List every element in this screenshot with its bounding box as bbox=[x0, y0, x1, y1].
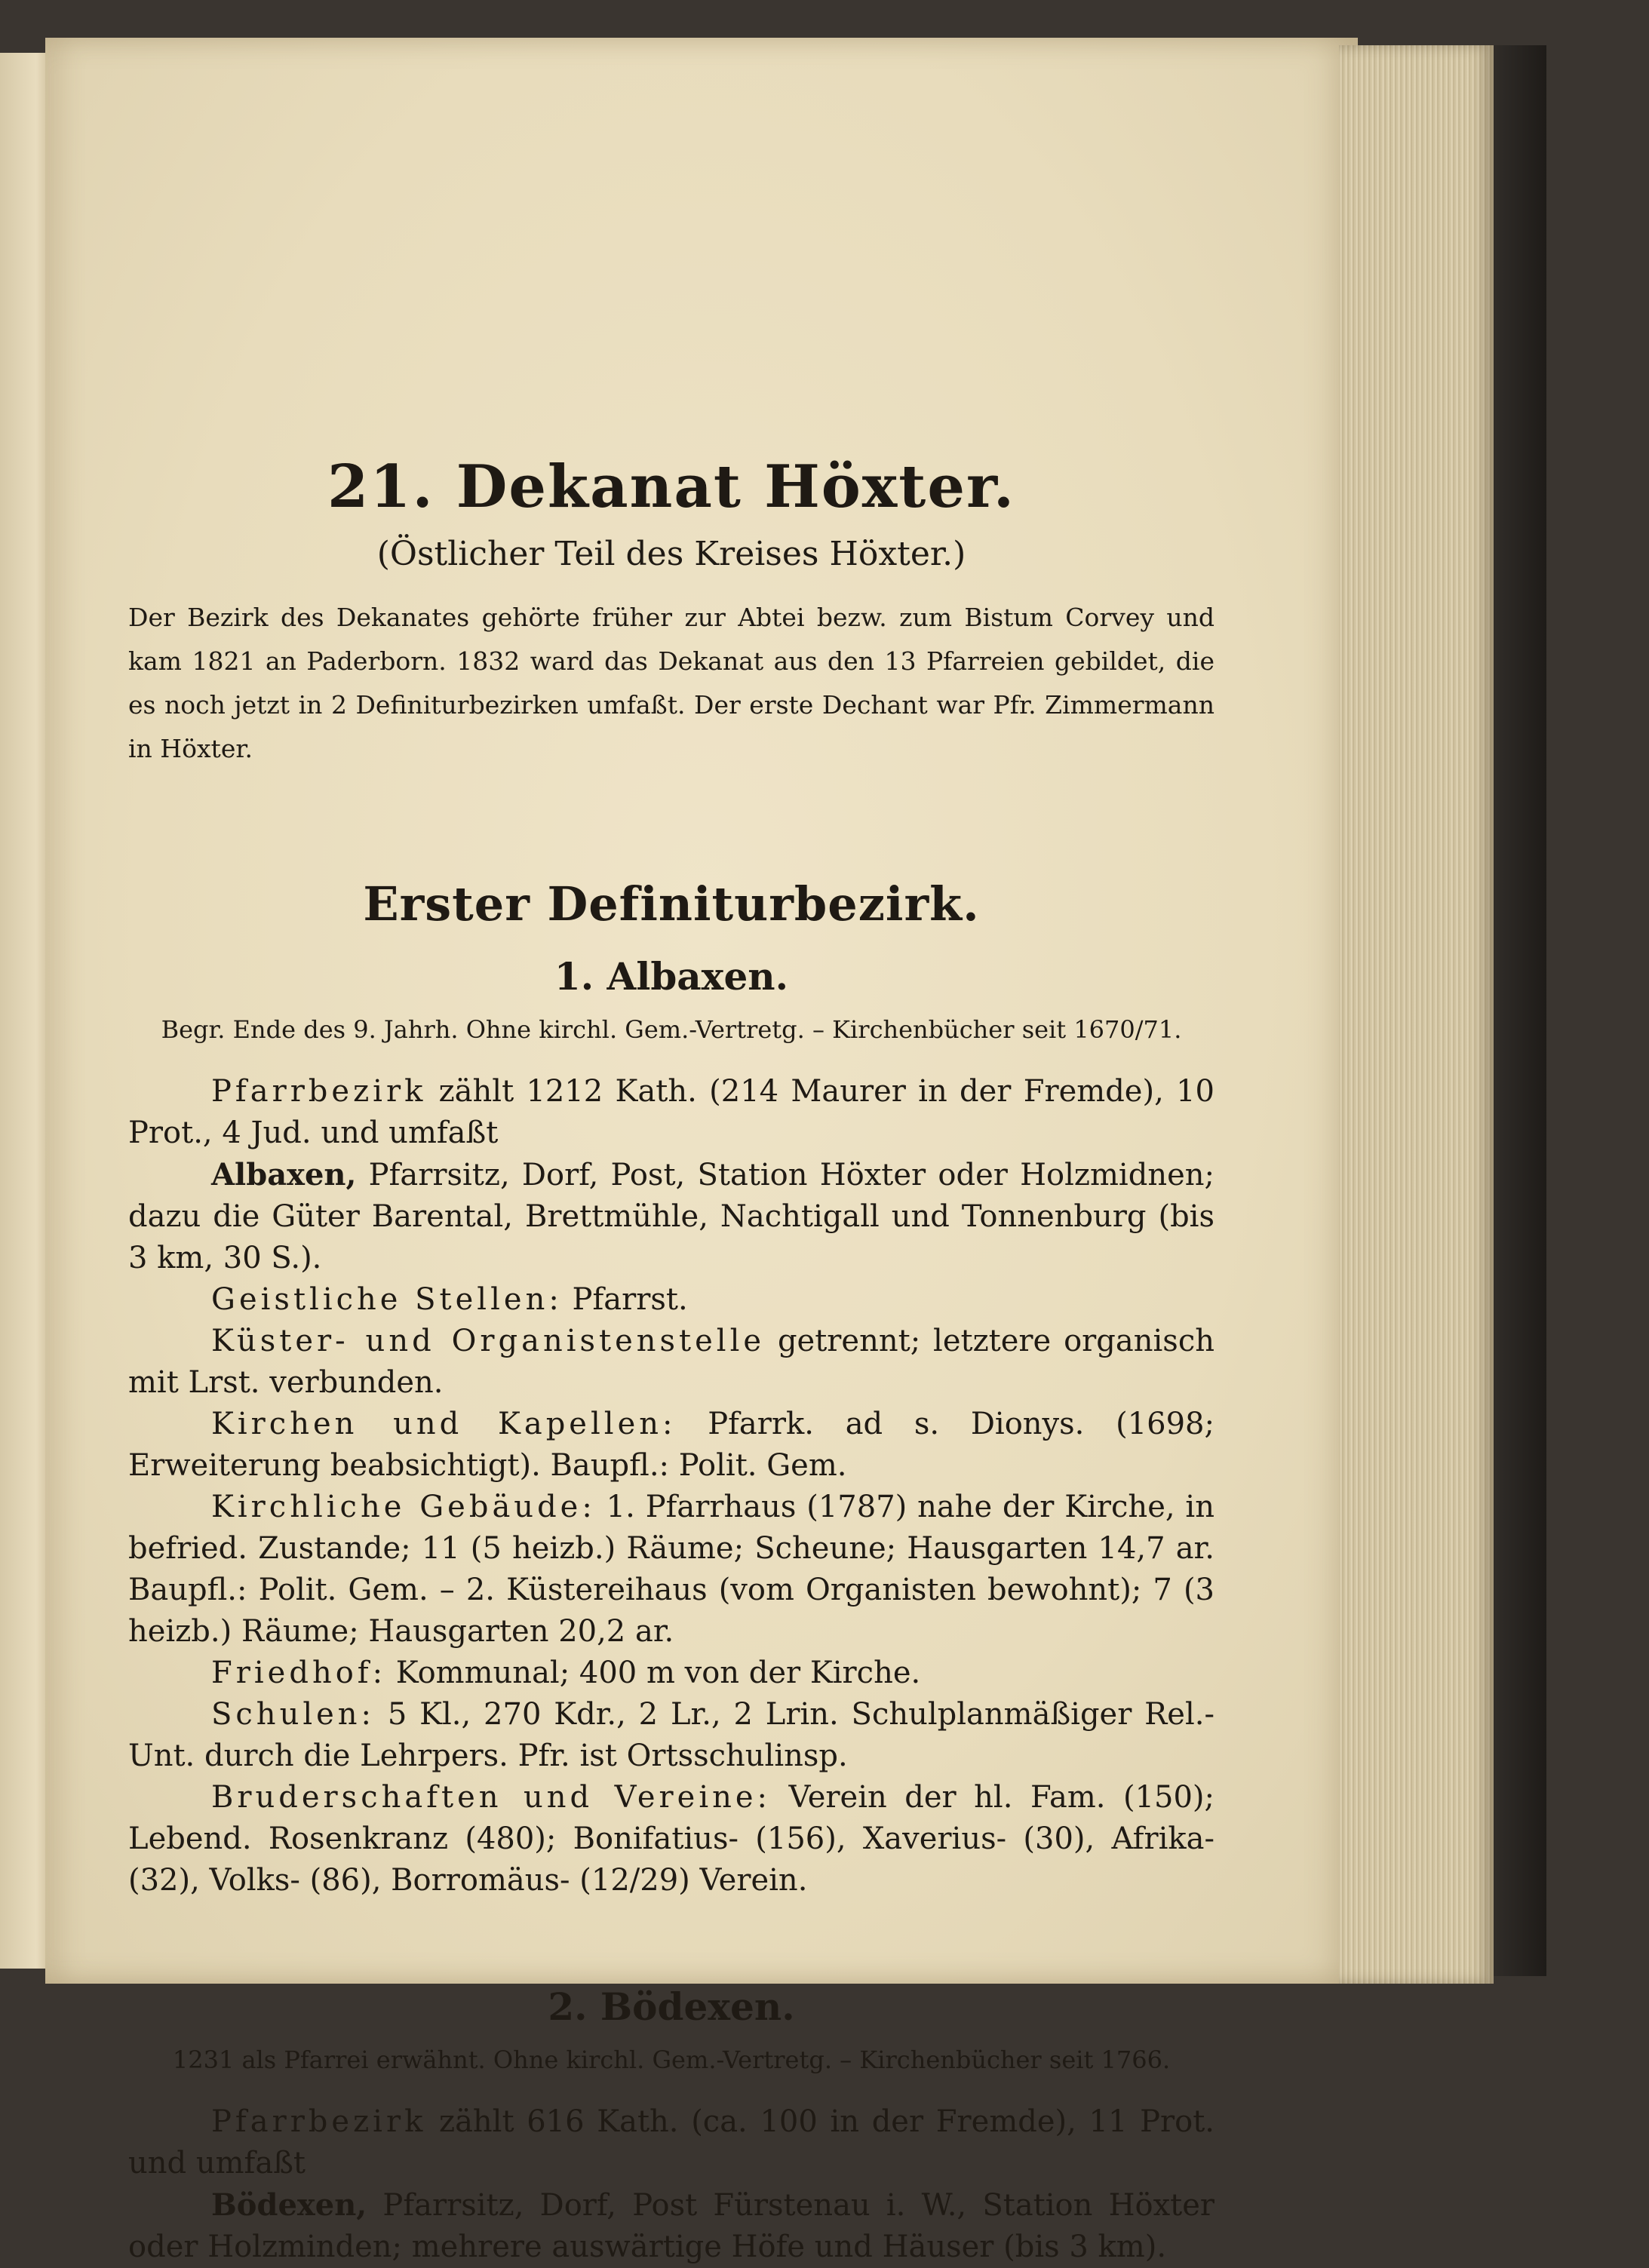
entry-label: Pfarrbezirk bbox=[211, 2104, 427, 2139]
entry-ort bbox=[128, 2184, 1214, 2268]
intro-paragraph: Der Bezirk des Dekanates gehörte früher zur Abtei bezw. zum Bistum Corvey und kam 1821 an Paderborn. 1832 ward das Dekanat aus den 13 Pfarreien gebildet, die es noch jetzt in 2 Definiturbezirken umfaßt. Der erste Dechant war Pfr. Zimmermann in Höxter. bbox=[128, 603, 1214, 763]
page-content bbox=[128, 453, 1214, 2268]
entry-text: zählt 616 Kath. (ca. 100 in der Fremde), 11 Prot. und umfaßt bbox=[128, 2104, 1214, 2181]
entry-label: Küster- und Organistenstelle bbox=[211, 1324, 766, 1358]
entry-text: getrennt; letztere organisch mit Lrst. verbunden. bbox=[128, 1324, 1214, 1400]
entry-text: 1. Pfarrhaus (1787) nahe der Kirche, in befried. Zustande; 11 (5 heizb.) Räume; Scheune; Hausgarten 14,7 ar. Baupfl.: Polit. Gem. – 2. Küstereihaus (vom Organisten bewohnt); 7 (3 heizb.) Räume; Hausgarten 20,2 ar. bbox=[128, 1490, 1214, 1649]
entry-label: Friedhof: bbox=[211, 1656, 387, 1690]
page-edges bbox=[1339, 45, 1494, 1984]
page-title: 21. Dekanat Höxter. bbox=[327, 453, 1016, 521]
entry-label: Pfarrbezirk bbox=[211, 1074, 427, 1109]
entry-bruderschaften bbox=[128, 1777, 1214, 1901]
entry-friedhof bbox=[128, 1653, 1214, 1694]
parish-meta-albaxen: Begr. Ende des 9. Jahrh. Ohne kirchl. Gem.-Vertretg. – Kirchenbücher seit 1670/71. bbox=[161, 1015, 1182, 1044]
section-heading: Erster Definiturbezirk. bbox=[363, 876, 980, 931]
entry-pfarrbezirk bbox=[128, 2101, 1214, 2184]
entry-text: Pfarrst. bbox=[562, 1282, 688, 1317]
entry-label: Albaxen, bbox=[211, 1157, 357, 1192]
entry-gebaeude bbox=[128, 1487, 1214, 1653]
entry-text: Kommunal; 400 m von der Kirche. bbox=[386, 1656, 921, 1690]
entry-text: Pfarrsitz, Dorf, Post Fürstenau i. W., Station Höxter oder Holzminden; mehrere auswärtige Höfe und Häuser (bis 3 km). bbox=[128, 2188, 1214, 2264]
parish-heading-albaxen: 1. Albaxen. bbox=[554, 954, 789, 999]
entry-kirchen bbox=[128, 1404, 1214, 1487]
entry-ort bbox=[128, 1154, 1214, 1279]
entry-label: Bödexen, bbox=[211, 2187, 367, 2223]
parish-meta-boedexen: 1231 als Pfarrei erwähnt. Ohne kirchl. Gem.-Vertretg. – Kirchenbücher seit 1766. bbox=[172, 2045, 1171, 2074]
parish-heading-boedexen: 2. Bödexen. bbox=[548, 1984, 795, 2029]
entry-pfarrbezirk bbox=[128, 1071, 1214, 1154]
entry-label: Kirchen und Kapellen: bbox=[211, 1407, 677, 1441]
entry-label: Bruderschaften und Vereine: bbox=[211, 1780, 772, 1815]
entry-text: Pfarrk. ad s. Dionys. (1698; Erweiterung beabsichtigt). Baupfl.: Polit. Gem. bbox=[128, 1407, 1214, 1483]
entry-text: 5 Kl., 270 Kdr., 2 Lr., 2 Lrin. Schulplanmäßiger Rel.-Unt. durch die Lehrpers. Pfr. ist Ortsschulinsp. bbox=[128, 1697, 1214, 1773]
entry-label: Schulen: bbox=[211, 1697, 376, 1732]
entry-geistliche bbox=[128, 1279, 1214, 1321]
entry-text: Verein der hl. Fam. (150); Lebend. Rosenkranz (480); Bonifatius- (156), Xaverius- (30), Afrika- (32), Volks- (86), Borromäus- (12/29) Verein. bbox=[128, 1780, 1215, 1898]
entry-kuester bbox=[128, 1321, 1214, 1404]
entry-text: Pfarrsitz, Dorf, Post, Station Höxter oder Holzmidnen; dazu die Güter Barental, Brettmühle, Nachtigall und Tonnenburg (bis 3 km, 30 S.). bbox=[128, 1158, 1214, 1275]
entry-label: Geistliche Stellen: bbox=[211, 1282, 563, 1317]
entry-schulen bbox=[128, 1694, 1214, 1777]
entry-text: zählt 1212 Kath. (214 Maurer in der Fremde), 10 Prot., 4 Jud. und umfaßt bbox=[128, 1074, 1214, 1150]
entry-label: Kirchliche Gebäude: bbox=[211, 1490, 596, 1524]
page-subtitle: (Östlicher Teil des Kreises Höxter.) bbox=[376, 535, 966, 573]
